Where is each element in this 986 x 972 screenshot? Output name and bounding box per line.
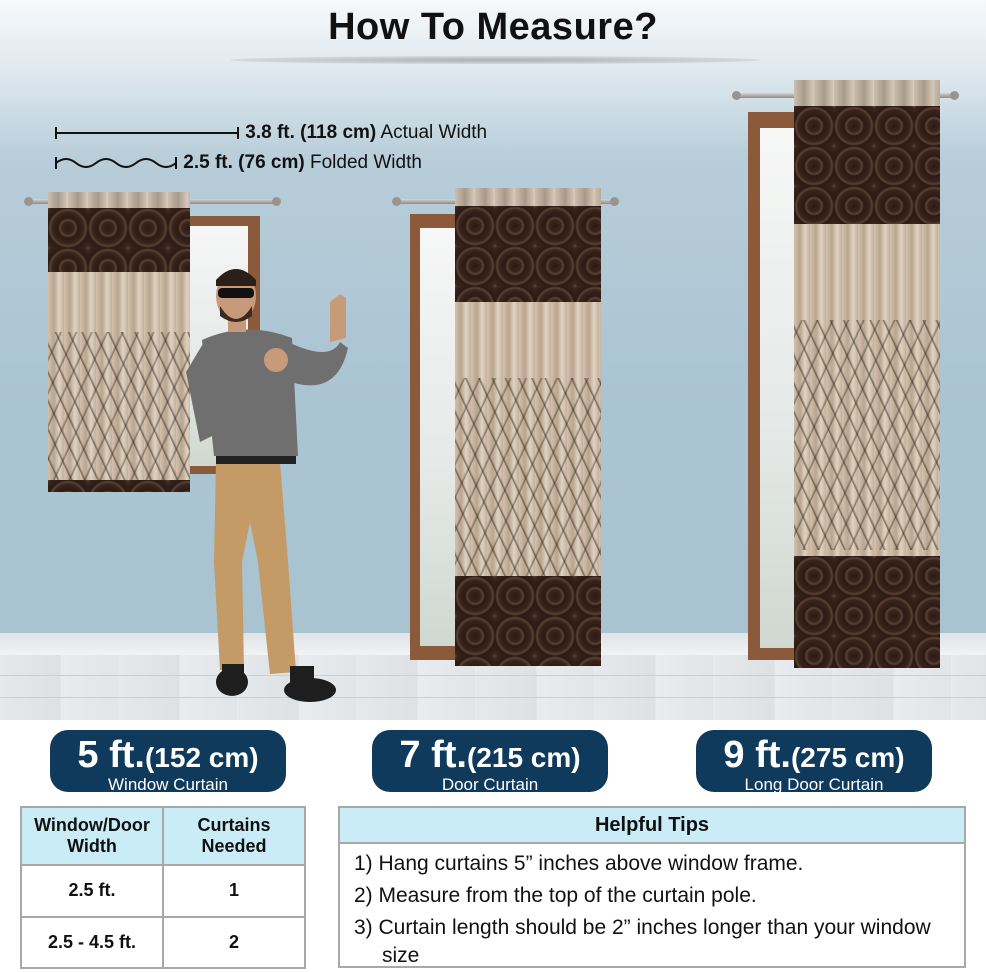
size-cm: (215 cm) bbox=[466, 742, 581, 773]
table-row bbox=[21, 917, 305, 969]
size-label: Long Door Curtain bbox=[744, 775, 884, 794]
size-cm: (275 cm) bbox=[790, 742, 905, 773]
size-ft: 9 ft. bbox=[723, 734, 791, 776]
table-header-width: Window/Door Width bbox=[21, 807, 163, 865]
page-title: How To Measure? bbox=[328, 6, 658, 48]
size-label: Door Curtain bbox=[441, 775, 539, 794]
helpful-tips-box bbox=[338, 806, 966, 968]
legend-folded-value: 2.5 ft. (76 cm) bbox=[183, 152, 305, 173]
table-row bbox=[21, 865, 305, 917]
legend-actual-label: Actual Width bbox=[380, 122, 488, 143]
tip-item: 1) Hang curtains 5” inches above window frame. bbox=[354, 852, 804, 875]
table-cell-width: 2.5 - 4.5 ft. bbox=[21, 917, 163, 969]
legend-folded-label: Folded Width bbox=[310, 152, 422, 173]
person-figure bbox=[180, 262, 360, 712]
wavy-line-icon bbox=[54, 155, 178, 171]
size-ft: 5 ft. bbox=[77, 734, 145, 776]
table-cell-width: 2.5 ft. bbox=[21, 865, 163, 917]
size-pill-window bbox=[50, 730, 286, 792]
title-underline-shadow bbox=[230, 56, 760, 64]
door-curtain bbox=[455, 188, 601, 666]
legend-folded-width bbox=[54, 152, 422, 174]
tips-heading: Helpful Tips bbox=[340, 808, 964, 844]
tip-item: 2) Measure from the top of the curtain pole. bbox=[354, 884, 757, 907]
table-header-curtains: Curtains Needed bbox=[163, 807, 305, 865]
size-pill-long-door bbox=[696, 730, 932, 792]
size-label: Window Curtain bbox=[108, 775, 228, 794]
size-ft: 7 ft. bbox=[399, 734, 467, 776]
straight-line-icon bbox=[54, 125, 240, 141]
table-cell-count: 1 bbox=[163, 865, 305, 917]
legend-actual-value: 3.8 ft. (118 cm) bbox=[245, 122, 377, 143]
table-cell-count: 2 bbox=[163, 917, 305, 969]
width-table bbox=[20, 806, 306, 969]
tip-item: 3) Curtain length should be 2” inches longer than your window size bbox=[354, 916, 931, 967]
size-pill-door bbox=[372, 730, 608, 792]
legend-actual-width bbox=[54, 122, 487, 144]
window-curtain bbox=[48, 192, 190, 492]
long-door-curtain bbox=[794, 80, 940, 668]
size-cm: (152 cm) bbox=[144, 742, 259, 773]
page-title-wrap bbox=[0, 6, 986, 49]
